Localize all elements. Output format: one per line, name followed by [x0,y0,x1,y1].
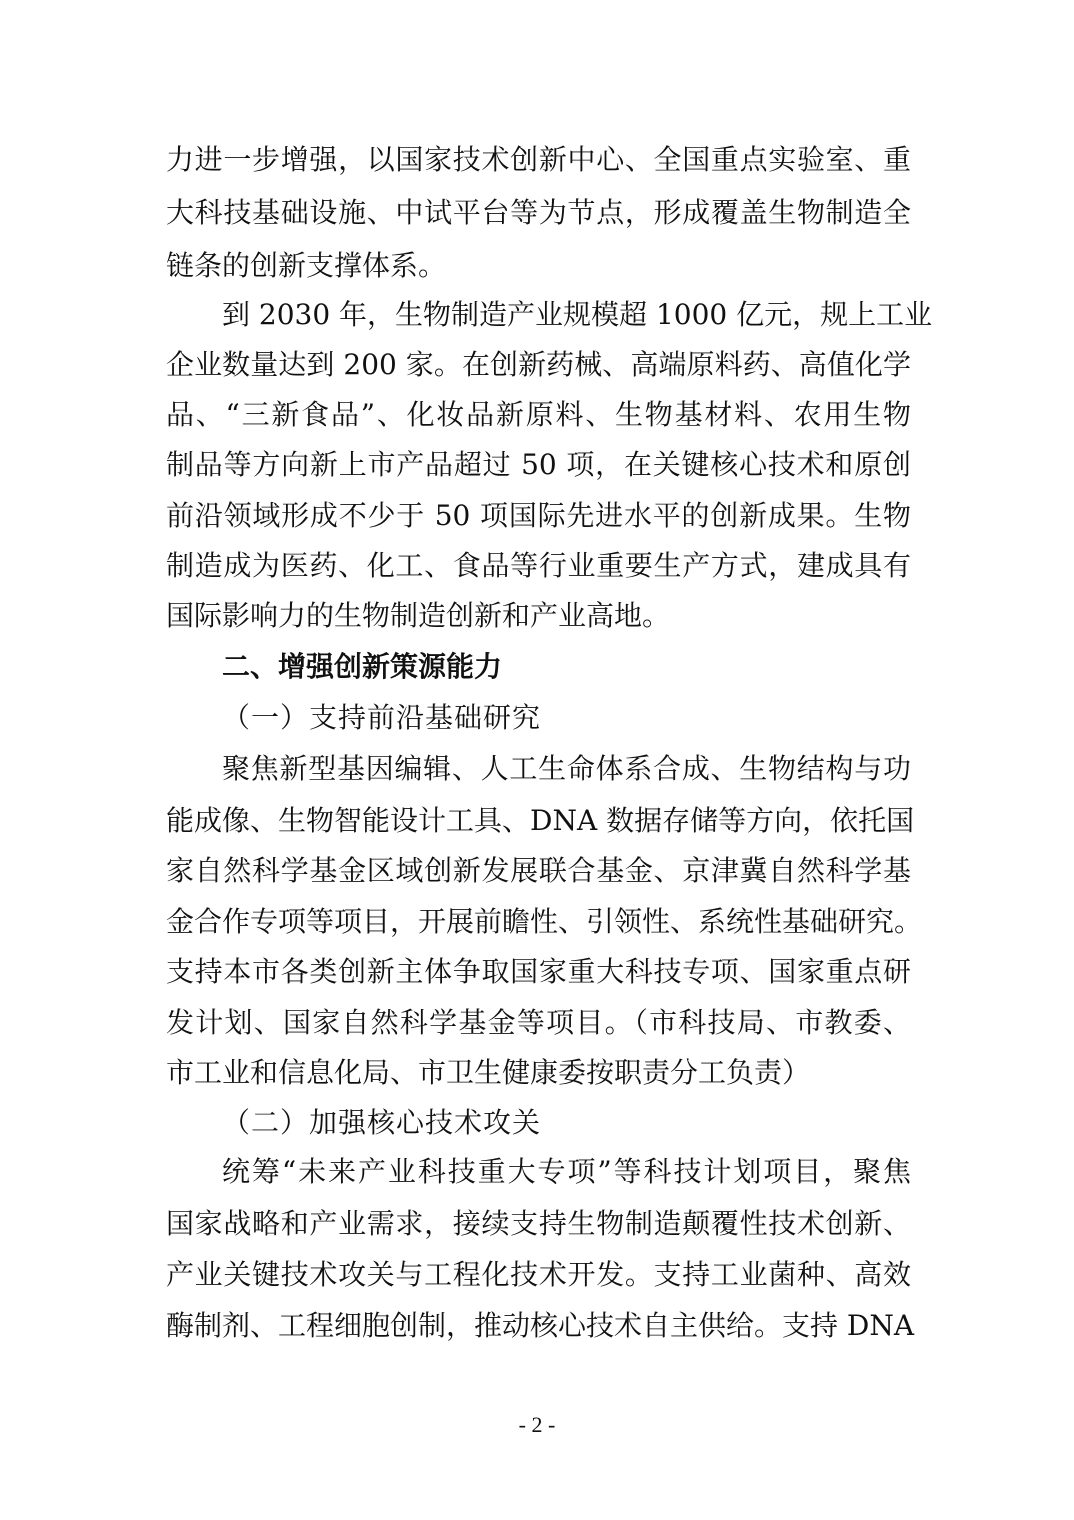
subsection-heading: （二）加强核心技术攻关 [222,1106,542,1139]
paragraph-line: 企业数量达到 200 家。在创新药械、高端原料药、高值化学 [166,348,911,381]
paragraph-line: 链条的创新支撑体系。 [166,249,447,282]
paragraph-line: 到 2030 年，生物制造产业规模超 1000 亿元，规上工业 [222,298,933,331]
paragraph-line: 酶制剂、工程细胞创制，推动核心技术自主供给。支持 DNA [166,1309,915,1342]
paragraph-line: 家自然科学基金区域创新发展联合基金、京津冀自然科学基 [166,854,911,887]
paragraph-line: 制造成为医药、化工、食品等行业重要生产方式，建成具有 [166,549,911,582]
paragraph-line: 大科技基础设施、中试平台等为节点，形成覆盖生物制造全 [166,196,911,229]
paragraph-line: 市工业和信息化局、市卫生健康委按职责分工负责） [166,1056,811,1089]
paragraph-line: 品、“三新食品”、化妆品新原料、生物基材料、农用生物 [166,398,911,431]
paragraph-line: 产业关键技术攻关与工程化技术开发。支持工业菌种、高效 [166,1258,911,1291]
paragraph-line: 聚焦新型基因编辑、人工生命体系合成、生物结构与功 [222,752,911,785]
section-heading: 二、增强创新策源能力 [222,650,503,683]
paragraph-line: 统筹“未来产业科技重大专项”等科技计划项目，聚焦 [222,1155,911,1188]
paragraph-line: 制品等方向新上市产品超过 50 项，在关键核心技术和原创 [166,448,911,481]
paragraph-line: 前沿领域形成不少于 50 项国际先进水平的创新成果。生物 [166,499,911,532]
paragraph-line: 国家战略和产业需求，接续支持生物制造颠覆性技术创新、 [166,1207,911,1240]
subsection-heading: （一）支持前沿基础研究 [222,701,542,734]
paragraph-line: 发计划、国家自然科学基金等项目。（市科技局、市教委、 [166,1006,911,1039]
paragraph-line: 力进一步增强，以国家技术创新中心、全国重点实验室、重 [166,143,911,176]
paragraph-line: 支持本市各类创新主体争取国家重大科技专项、国家重点研 [166,955,911,988]
page-number: - 2 - [518,1412,556,1437]
paragraph-line: 金合作专项等项目，开展前瞻性、引领性、系统性基础研究。 [166,905,923,938]
paragraph-line: 国际影响力的生物制造创新和产业高地。 [166,599,671,632]
paragraph-line: 能成像、生物智能设计工具、DNA 数据存储等方向，依托国 [166,804,915,837]
